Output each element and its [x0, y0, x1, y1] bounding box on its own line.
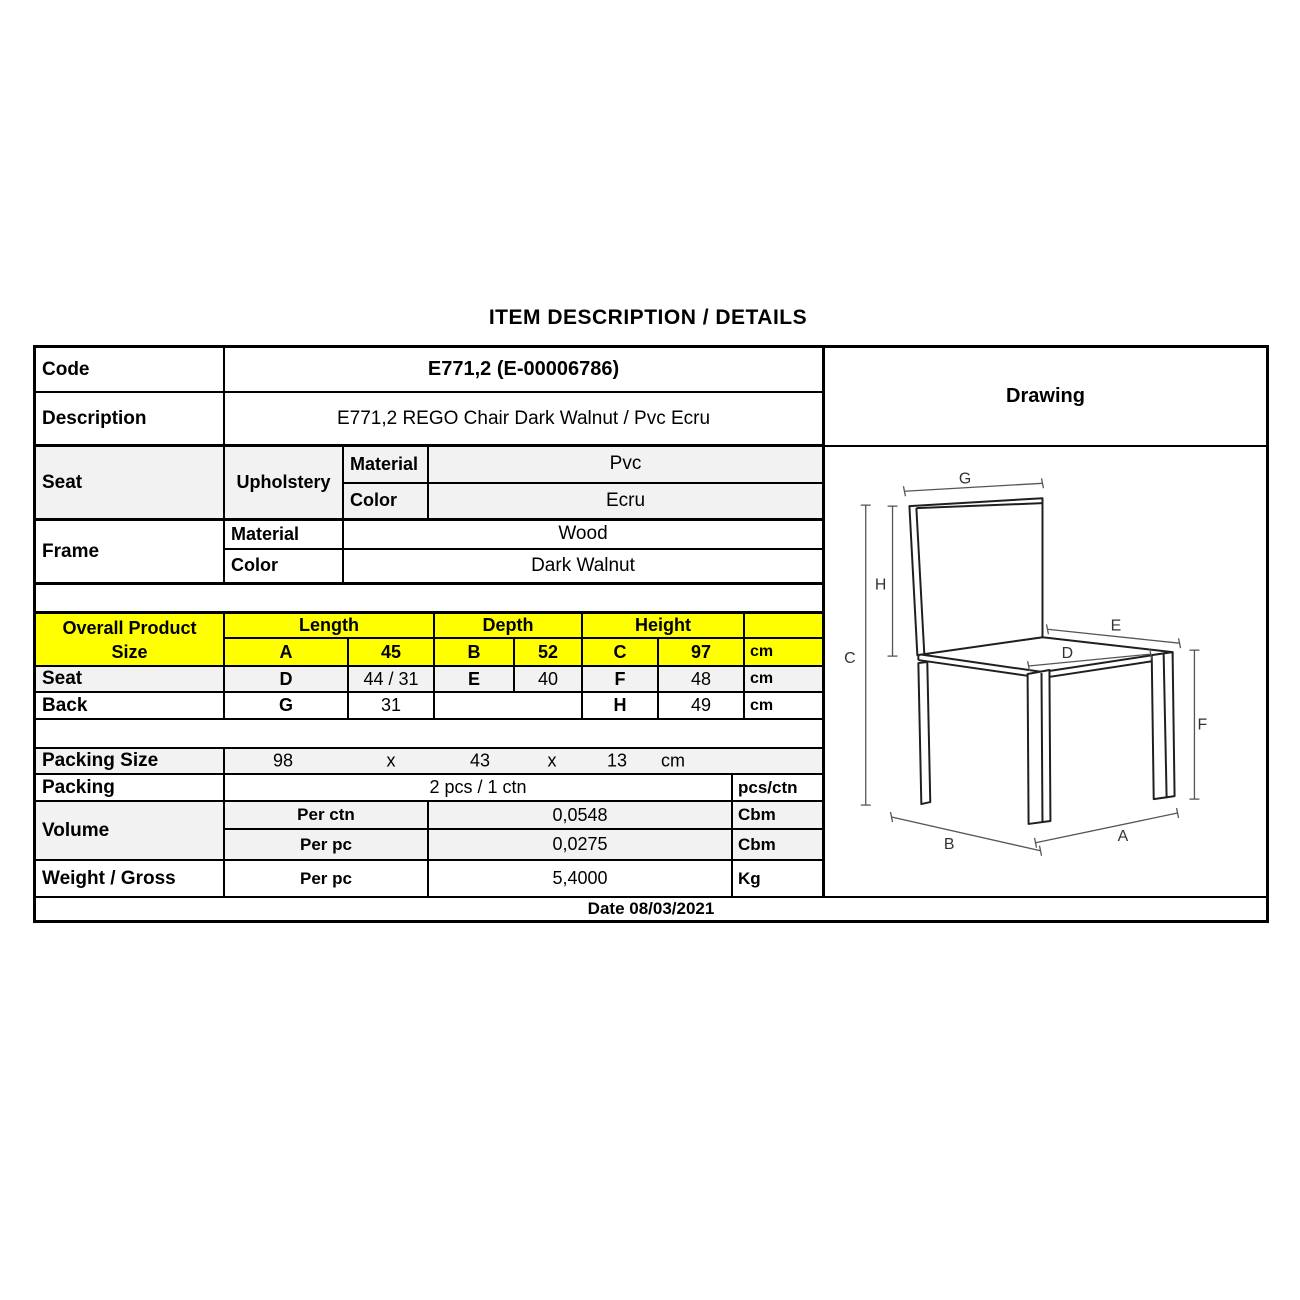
weight-label: Weight / Gross: [36, 861, 225, 896]
overall-height-key: C: [583, 639, 659, 665]
dim-line-g: [904, 483, 1042, 491]
back-size-row: [36, 693, 822, 720]
overall-length-value: 45: [349, 639, 435, 665]
frame-section: [36, 521, 822, 585]
description-value: E771,2 REGO Chair Dark Walnut / Pvc Ecru: [336, 407, 711, 429]
size-header-grid: [225, 614, 822, 665]
dimension-header-row: [225, 614, 822, 639]
code-value: E771,2 (E-00006786): [427, 358, 620, 380]
seat-section: [36, 447, 822, 521]
code-row: [36, 348, 822, 393]
code-label: Code: [36, 348, 225, 391]
chair-leg-left: [918, 662, 930, 804]
overall-size-header: [36, 614, 822, 667]
back-length-key: G: [225, 693, 349, 718]
volume-label: Volume: [36, 802, 225, 859]
unit-header-empty: [745, 614, 822, 637]
per-ctn-value: 0,0548: [429, 802, 733, 828]
dim-line-a: [1036, 813, 1178, 843]
length-header: Length: [225, 614, 435, 637]
seat-label: Seat: [36, 447, 225, 518]
seat-color-row: [344, 484, 822, 519]
frame-label: Frame: [36, 521, 225, 582]
overall-height-value: 97: [659, 639, 745, 665]
weight-unit: Kg: [738, 868, 761, 888]
back-height-value: 49: [659, 693, 745, 718]
seat-color-value: Ecru: [605, 489, 646, 511]
packing-size-length: 98: [272, 750, 294, 771]
dim-label-a: A: [1117, 827, 1129, 845]
packing-row: [36, 775, 822, 802]
overall-values-row: [225, 639, 822, 665]
overall-size-label-line1: Overall Product: [62, 617, 197, 638]
dim-label-f: F: [1197, 716, 1208, 734]
back-depth-empty: [435, 693, 583, 718]
per-ctn-unit: Cbm: [738, 805, 776, 825]
description-row: [36, 393, 822, 447]
packing-size-unit: cm: [661, 750, 685, 771]
chair-leg-front: [1028, 670, 1051, 824]
overall-unit: cm: [745, 639, 822, 665]
overall-size-label-line2: Size: [111, 641, 148, 662]
weight-value: 5,4000: [429, 861, 733, 896]
frame-material-row: [225, 521, 822, 550]
dim-line-b: [892, 817, 1041, 851]
volume-per-pc-row: [225, 830, 822, 859]
chair-drawing: [825, 447, 1266, 896]
seat-color-label: Color: [344, 484, 429, 519]
table-top-area: [36, 348, 1266, 896]
overall-depth-key: B: [435, 639, 515, 665]
dim-label-e: E: [1110, 617, 1122, 635]
volume-section: [36, 802, 822, 861]
packing-size-depth: 43: [469, 750, 491, 771]
depth-header: Depth: [435, 614, 583, 637]
height-header: Height: [583, 614, 745, 637]
dim-label-h: H: [874, 576, 887, 594]
details-table: [36, 348, 825, 896]
drawing-title: Drawing: [825, 348, 1266, 447]
seat-height-value: 48: [659, 667, 745, 691]
seat-depth-key: E: [435, 667, 515, 691]
overall-length-key: A: [225, 639, 349, 665]
packing-value: 2 pcs / 1 ctn: [225, 775, 733, 800]
back-size-unit: cm: [750, 696, 774, 714]
seat-height-key: F: [583, 667, 659, 691]
volume-per-ctn-row: [225, 802, 822, 830]
back-length-value: 31: [349, 693, 435, 718]
packing-size-values: [225, 749, 822, 773]
spacer-row: [36, 720, 822, 749]
per-pc-unit: Cbm: [738, 834, 776, 854]
packing-size-x1: x: [386, 750, 396, 771]
frame-material-label: Material: [225, 521, 344, 548]
dim-label-c: C: [844, 650, 856, 668]
date-value: Date 08/03/2021: [587, 899, 715, 918]
packing-size-label: Packing Size: [36, 749, 225, 773]
frame-color-value: Dark Walnut: [531, 554, 635, 576]
chair-drawing-svg: [825, 447, 1257, 894]
chair-backrest: [909, 498, 1042, 655]
seat-material-label: Material: [344, 447, 429, 482]
date-row: [36, 896, 1266, 920]
page-title: ITEM DESCRIPTION / DETAILS: [488, 306, 808, 329]
dim-label-g: G: [958, 470, 972, 488]
per-pc-value: 0,0275: [429, 830, 733, 859]
overall-depth-value: 52: [515, 639, 583, 665]
dim-label-b: B: [943, 835, 955, 853]
weight-per-label: Per pc: [225, 861, 429, 896]
seat-material-row: [344, 447, 822, 484]
packing-unit: pcs/ctn: [738, 777, 798, 797]
per-ctn-label: Per ctn: [225, 802, 429, 828]
per-pc-label: Per pc: [225, 830, 429, 859]
dim-label-d: D: [1061, 645, 1074, 663]
volume-subtable: [225, 802, 822, 859]
back-height-key: H: [583, 693, 659, 718]
seat-depth-value: 40: [515, 667, 583, 691]
upholstery-label: Upholstery: [225, 447, 344, 518]
seat-material-value: Pvc: [609, 453, 642, 475]
packing-size-x2: x: [547, 750, 557, 771]
packing-label: Packing: [36, 775, 225, 800]
frame-material-value: Wood: [558, 523, 608, 545]
item-spec-table: [33, 345, 1269, 923]
drawing-panel: [825, 348, 1266, 896]
seat-length-value: 44 / 31: [349, 667, 435, 691]
spacer-row: [36, 585, 822, 614]
seat-subtable: [344, 447, 822, 518]
seat-size-label: Seat: [36, 667, 225, 691]
chair-outline: [909, 498, 1174, 824]
frame-subtable: [225, 521, 822, 582]
packing-size-row: [36, 749, 822, 775]
packing-size-height: 13: [606, 750, 628, 771]
frame-color-label: Color: [225, 550, 344, 582]
weight-row: [36, 861, 822, 896]
seat-length-key: D: [225, 667, 349, 691]
seat-size-unit: cm: [750, 670, 774, 687]
description-label: Description: [36, 393, 225, 444]
overall-size-label: [36, 614, 225, 665]
frame-color-row: [225, 550, 822, 582]
seat-size-row: [36, 667, 822, 693]
back-size-label: Back: [36, 693, 225, 718]
